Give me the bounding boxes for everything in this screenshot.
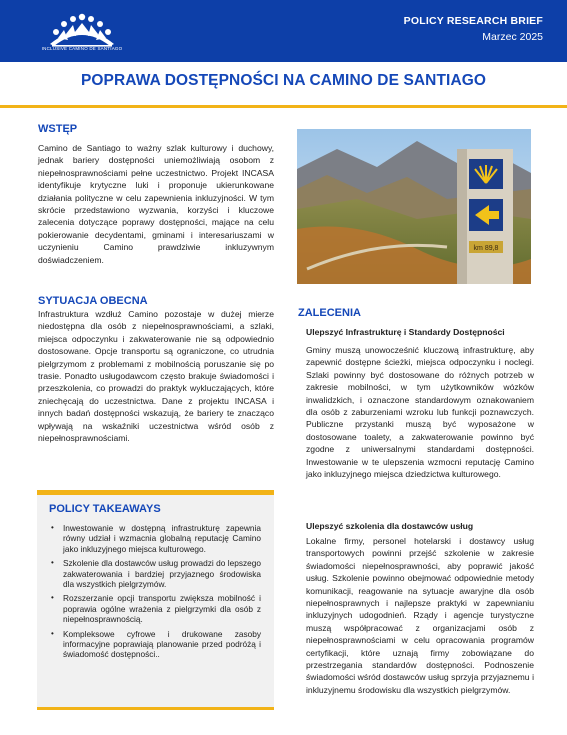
bullet-icon: • bbox=[51, 593, 54, 603]
situation-heading: SYTUACJA OBECNA bbox=[38, 295, 148, 307]
bullet-icon: • bbox=[51, 558, 54, 568]
brief-title: POLICY RESEARCH BRIEF bbox=[403, 15, 543, 27]
intro-heading: WSTĘP bbox=[38, 123, 78, 135]
title-divider bbox=[0, 105, 567, 108]
takeaways-list bbox=[51, 523, 261, 664]
list-item: • Szkolenie dla dostawców usług prowadzi do lepszego zakwaterowania i bardziej przyjaznego środowiska dla wszystkich pielgrzymów. bbox=[51, 558, 261, 590]
situation-text: Infrastruktura wzdłuż Camino pozostaje w dużej mierze niedostępna dla osób z niepełnosprawnościami, a szlaki, miejsca odpoczynku i zakwaterowanie nie są odpowiednio dostosowane. Opcje transportu są ograniczone, co utrudnia pielgrzymom z problemami z mobilnością poruszanie się po trasie. Ponadto usługodawcom często brakuje świadomości i przeszkolenia, co prowadzi do praktyk wykluczających, które zniechęcają do uczestnictwa. Dane z projektu INCASA i innych badań dostępności wskazują, że bariery te znacząco wpływają na wskaźniki uczestnictwa wśród osób z niepełnosprawnościami. bbox=[38, 309, 274, 444]
recommendation-text-2: Lokalne firmy, personel hotelarski i dostawcy usług transportowych powinni przejść szkolenie w zakresie świadomości niepełnosprawności, aby poprawić jakość usług. Szkolenie powinno obejmować odpowiednie metody komunikacji, reagowanie na sytuacje awaryjne dla osób niepełnosprawnych i najlepsze praktyki w zapewnianiu inkluzyjnych udogodnień. Rządy i agencje turystyczne muszą współpracować z organizacjami osób z niepełnosprawnościami w celu opracowania programów certyfikacji, które uznają firmy zobowiązane do przestrzegania standardów dostępności. Podnoszenie świadomości wśród dostawców usług sprzyja przyjaznemu i inkluzyjnemu środowisku dla wszystkich pielgrzymów. bbox=[306, 536, 534, 695]
marker-text: km 89,8 bbox=[473, 245, 499, 252]
bullet-icon: • bbox=[51, 628, 54, 638]
brief-date: Marzec 2025 bbox=[482, 31, 543, 43]
header-banner bbox=[0, 0, 567, 62]
policy-takeaways-box bbox=[37, 490, 274, 709]
logo-text: INCLUSIVE CAMINO DE SANTIAGO bbox=[41, 46, 123, 51]
intro-text: Camino de Santiago to ważny szlak kulturowy i duchowy, jednak bariery dostępności uniemożliwiają osobom z niepełnosprawnościami pełne uczestnictwo. Projekt INCASA identyfikuje krytyczne luki i proponuje ukierunkowane działania polityczne w celu zapewnienia inkluzyjności. W tym skrócie przedstawiono wyzwania, korzyści i kluczowe zalecenia dotyczące poprawy dostępności, mające na celu pokierowanie decydentami, gminami i interesariuszami w uczynieniu Camino prawdziwie inkluzywnym doświadczeniem. bbox=[38, 143, 274, 265]
bullet-icon: • bbox=[51, 523, 54, 532]
recommendation-subheading-2: Ulepszyć szkolenia dla dostawców usług bbox=[306, 521, 474, 531]
list-item: • Kompleksowe cyfrowe i drukowane zasoby informacyjne poprawiają planowanie przed podróżą i świadomość dostępności.. bbox=[51, 628, 261, 660]
takeaways-bottom-rule bbox=[37, 707, 274, 710]
camino-marker-image bbox=[297, 129, 531, 284]
takeaways-heading: POLICY TAKEAWAYS bbox=[49, 503, 161, 515]
page-title: POPRAWA DOSTĘPNOŚCI NA CAMINO DE SANTIAGO bbox=[80, 72, 487, 89]
camino-photo bbox=[297, 129, 531, 284]
list-item: • Rozszerzanie opcji transportu zwiększa mobilność i poprawia ogólne wrażenia z pielgrzymki dla osób z niepełnosprawnością. bbox=[51, 593, 261, 625]
logo-icon bbox=[44, 4, 120, 60]
recommendation-subheading-1: Ulepszyć Infrastrukturę i Standardy Dostępności bbox=[306, 327, 505, 337]
list-item: • Inwestowanie w dostępną infrastrukturę zapewnia równy udział i wzmacnia globalną reputację Camino jako inkluzyjnego miejsca kulturowego. bbox=[51, 523, 261, 554]
recommendation-text-1: Gminy muszą unowocześnić kluczową infrastrukturę, aby zapewnić dostępne ścieżki, miejsca odpoczynku i noclegi. Szlaki powinny być dostosowane do różnych potrzeb w zakresie mobilności, w tym użytkowników wózków inwalidzkich, i oznaczone standardowym oznakowaniem dla osób z zaburzeniami wzroku lub funkcji poznawczych. Publiczne przystanki muszą być wyposażone w dostosowane toalety, a zakwaterowanie powinno być zgodne z uniwersalnymi standardami dostępności. Inwestowanie w te ulepszenia wzmocni reputację Camino jako inkluzyjnego miejsca dziedzictwa kulturowego. bbox=[306, 345, 534, 480]
recommendations-heading: ZALECENIA bbox=[298, 307, 361, 319]
